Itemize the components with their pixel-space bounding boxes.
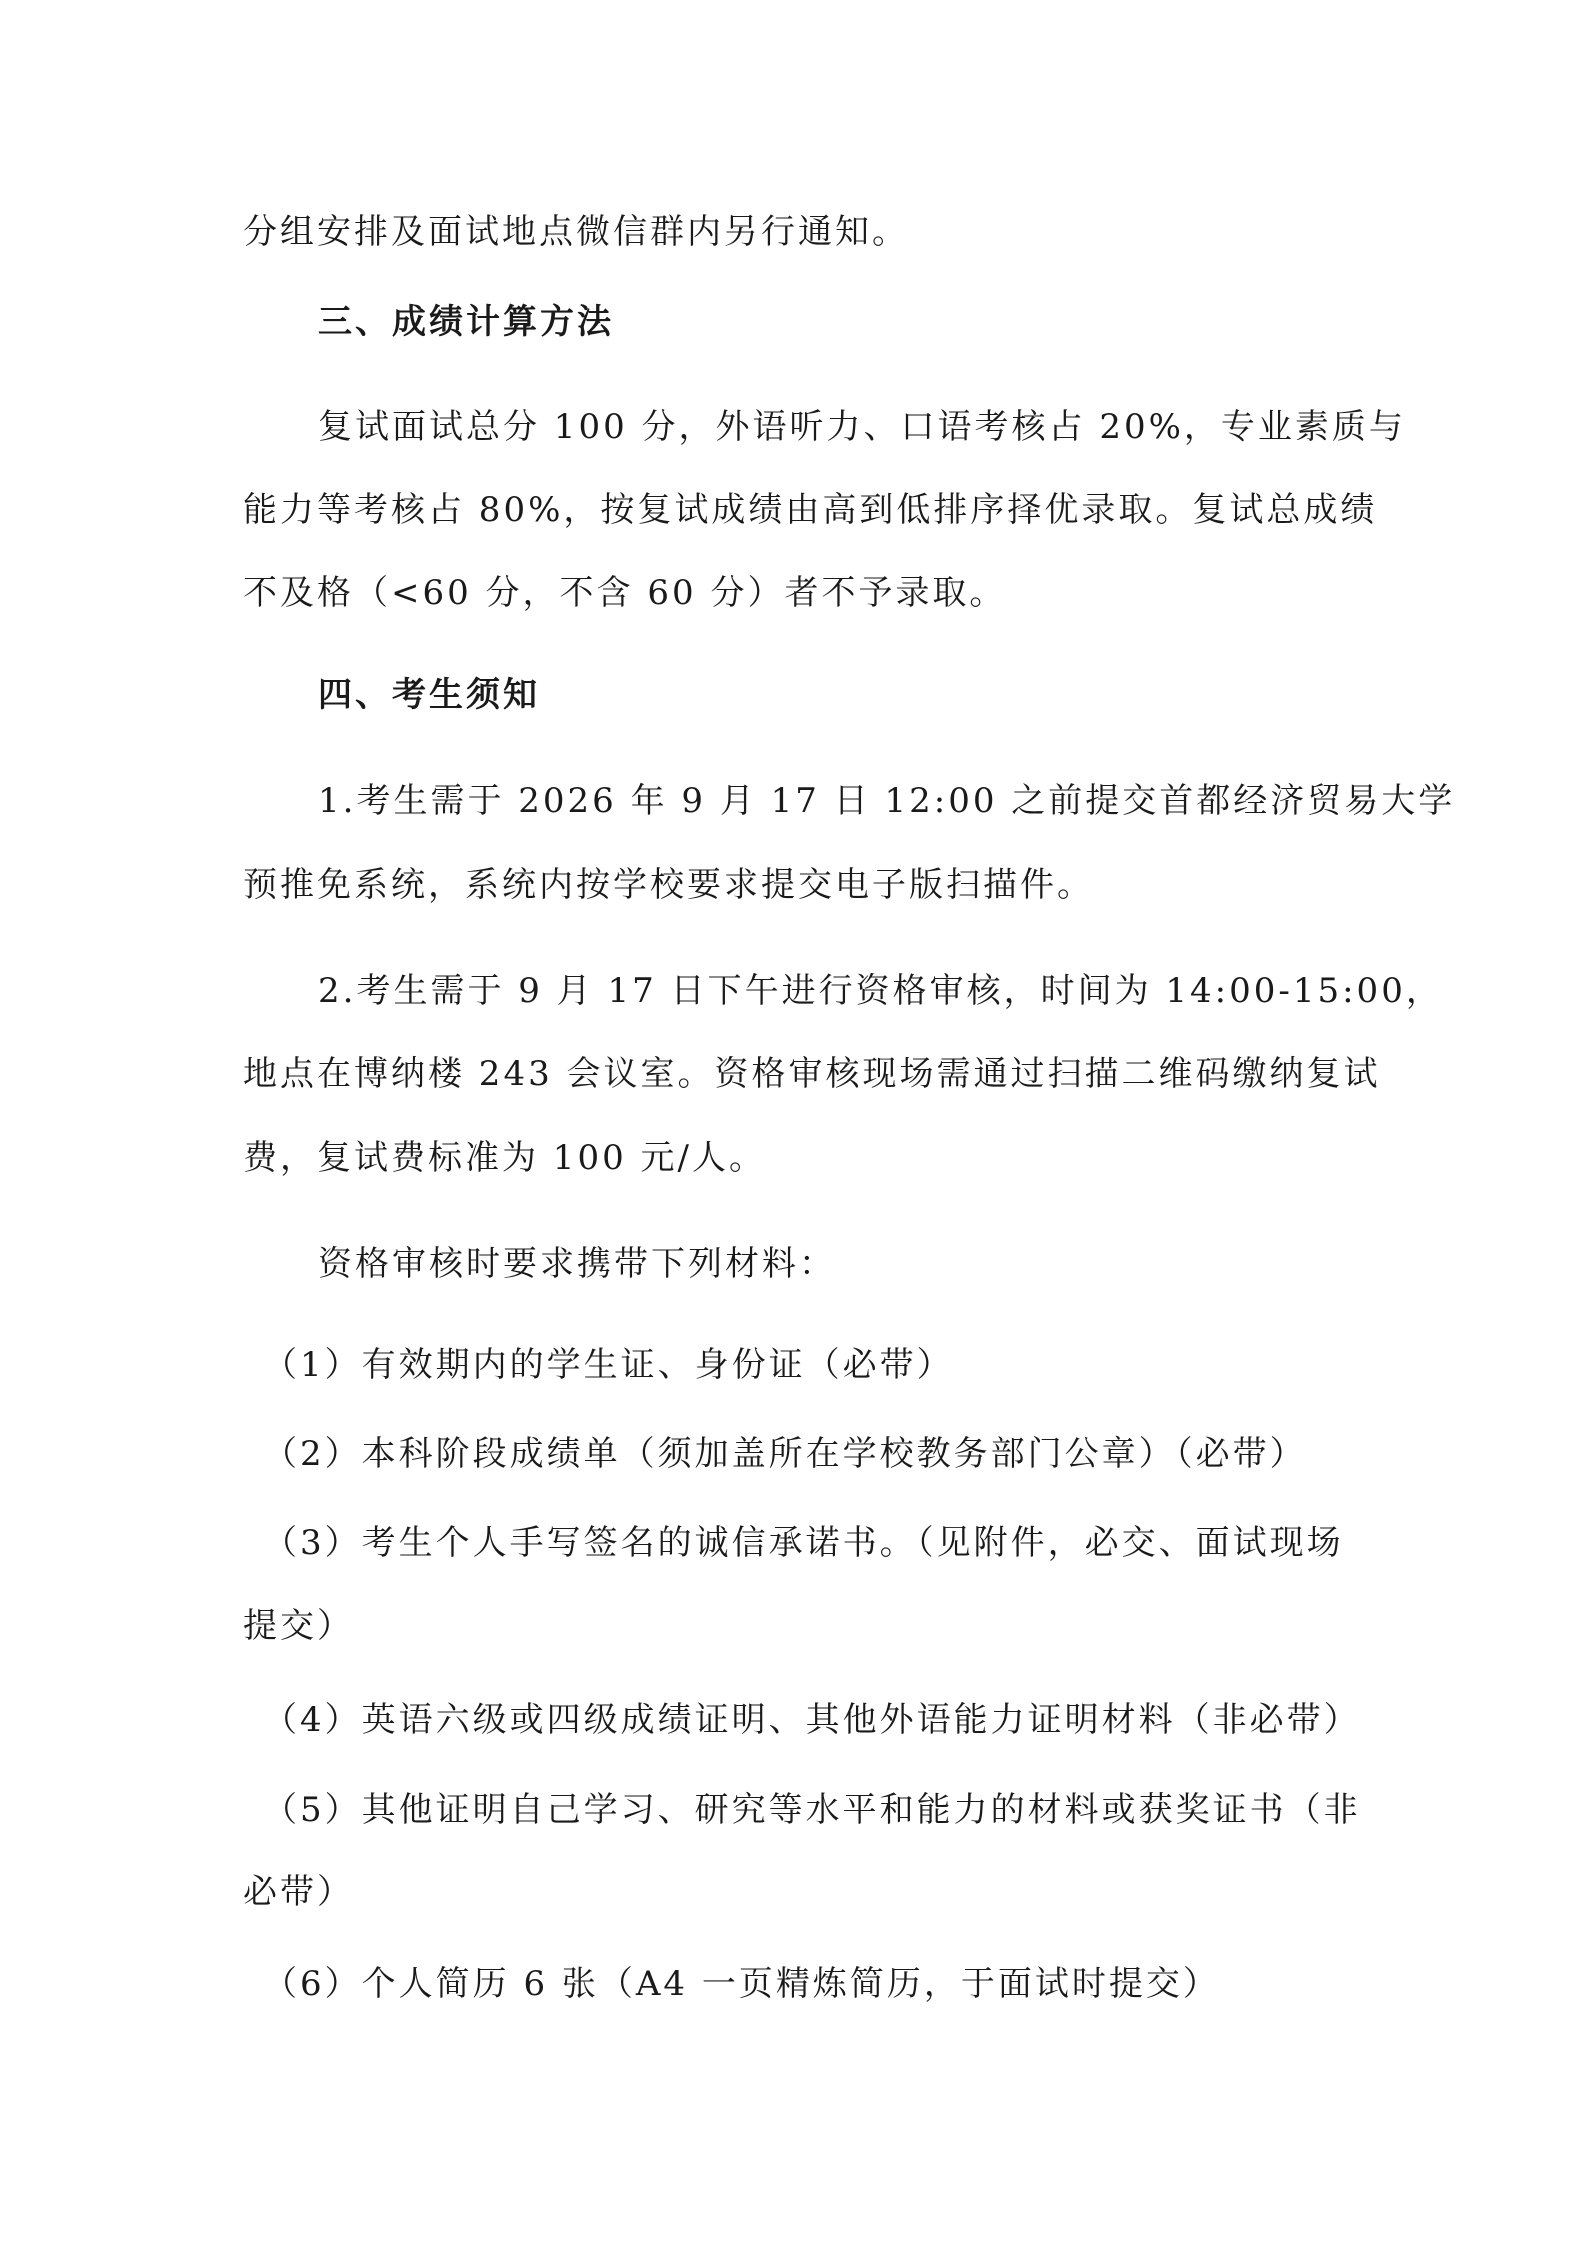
paragraph-line: 不及格（<60 分，不含 60 分）者不予录取。	[243, 573, 1007, 613]
list-item-continuation: 提交）	[243, 1606, 354, 1646]
paragraph-line: 2.考生需于 9 月 17 日下午进行资格审核，时间为 14:00-15:00，	[318, 971, 1443, 1011]
paragraph-line: 预推免系统，系统内按学校要求提交电子版扫描件。	[243, 865, 1094, 905]
paragraph-line: 分组安排及面试地点微信群内另行通知。	[243, 212, 909, 252]
list-item: （6）个人简历 6 张（A4 一页精炼简历，于面试时提交）	[263, 1964, 1220, 2004]
paragraph-line: 地点在博纳楼 243 会议室。资格审核现场需通过扫描二维码缴纳复试	[243, 1054, 1381, 1094]
paragraph-line: 复试面试总分 100 分，外语听力、口语考核占 20%，专业素质与	[318, 407, 1406, 447]
list-item: （1）有效期内的学生证、身份证（必带）	[263, 1345, 954, 1385]
section-heading: 三、成绩计算方法	[318, 302, 614, 342]
paragraph-line: 费，复试费标准为 100 元/人。	[243, 1138, 766, 1178]
paragraph-line: 资格审核时要求携带下列材料：	[318, 1244, 836, 1284]
list-item: （3）考生个人手写签名的诚信承诺书。（见附件，必交、面试现场	[263, 1523, 1344, 1563]
list-item: （4）英语六级或四级成绩证明、其他外语能力证明材料（非必带）	[263, 1700, 1361, 1740]
paragraph-line: 1.考生需于 2026 年 9 月 17 日 12:00 之前提交首都经济贸易大学	[318, 781, 1456, 821]
list-item-continuation: 必带）	[243, 1872, 354, 1912]
list-item: （5）其他证明自己学习、研究等水平和能力的材料或获奖证书（非	[263, 1790, 1361, 1830]
section-heading: 四、考生须知	[318, 675, 540, 715]
paragraph-line: 能力等考核占 80%，按复试成绩由高到低排序择优录取。复试总成绩	[243, 490, 1378, 530]
list-item: （2）本科阶段成绩单（须加盖所在学校教务部门公章）（必带）	[263, 1434, 1307, 1474]
